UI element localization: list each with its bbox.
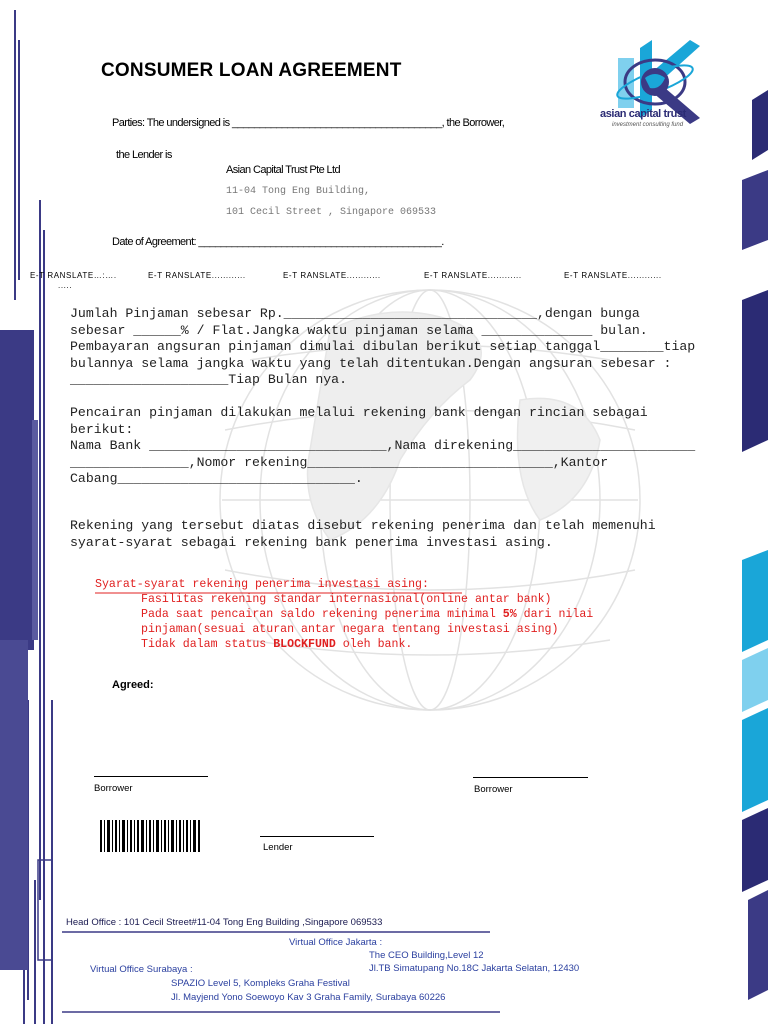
footer-surabaya-line-1: SPAZIO Level 5, Kompleks Graha Festival bbox=[171, 978, 350, 989]
requirements-heading: Syarat-syarat rekening penerima investasi asing: bbox=[95, 578, 429, 591]
agreed-label: Agreed: bbox=[112, 679, 154, 691]
footer-jakarta-line-2: Jl.TB Simatupang No.18C Jakarta Selatan, 12430 bbox=[369, 963, 580, 974]
requirement-item-2-line-2: pinjaman(sesuai aturan antar negara tentang investasi asing) bbox=[141, 623, 559, 636]
account-line: syarat-syarat sebagai rekening bank penerima investasi asing. bbox=[70, 534, 553, 550]
loan-line: ____________________Tiap Bulan nya. bbox=[70, 372, 347, 387]
translate-item[interactable]: E-T RANSLATE............ bbox=[564, 271, 662, 280]
lender-address-line-2: 101 Cecil Street , Singapore 069533 bbox=[226, 207, 437, 218]
footer-surabaya-label: Virtual Office Surabaya : bbox=[90, 964, 193, 975]
loan-paragraph bbox=[70, 306, 695, 389]
translate-tail: ..... bbox=[58, 281, 73, 290]
requirement-item-3-prefix: Tidak dalam status bbox=[141, 638, 274, 651]
borrower-label-left: Borrower bbox=[94, 783, 133, 794]
translate-item[interactable]: E-T RANSLATE…:…. bbox=[30, 271, 117, 280]
loan-line: bulannya selama jangka waktu yang telah ditentukan.Dengan angsuran sebesar : bbox=[70, 355, 672, 371]
loan-line: sebesar ______% / Flat.Jangka waktu pinjaman selama ______________ bulan. bbox=[70, 322, 648, 338]
lender-name: Asian Capital Trust Pte Ltd bbox=[226, 164, 341, 176]
footer-head-office: Head Office : 101 Cecil Street#11-04 Tong Eng Building ,Singapore 069533 bbox=[66, 917, 383, 928]
account-paragraph bbox=[70, 518, 656, 551]
left-navy-bar bbox=[0, 330, 34, 650]
requirement-item-3 bbox=[141, 638, 412, 653]
translate-item[interactable]: E-T RANSLATE............ bbox=[148, 271, 246, 280]
borrower-signature-line-left[interactable] bbox=[94, 776, 208, 777]
translate-item[interactable]: E-T RANSLATE............ bbox=[424, 271, 522, 280]
logo-tagline: investment consulting fund bbox=[612, 122, 684, 128]
left-accent-bar bbox=[32, 420, 38, 640]
disbursement-line: Cabang______________________________. bbox=[70, 471, 363, 486]
disbursement-line: berikut: bbox=[70, 421, 134, 437]
requirement-item-3-suffix: oleh bank. bbox=[335, 638, 413, 651]
requirement-item-1: Fasilitas rekening standar internasional(online antar bank) bbox=[141, 593, 552, 606]
lender-signature-line[interactable] bbox=[260, 836, 374, 837]
disbursement-line: _______________,Nomor rekening_______________________________,Kantor bbox=[70, 454, 609, 470]
lender-label: Lender bbox=[263, 842, 293, 853]
footer-surabaya-line-2: Jl. Mayjend Yono Soewoyo Kav 3 Graha Family, Surabaya 60226 bbox=[171, 992, 446, 1003]
left-navy-bar-lower bbox=[0, 640, 28, 970]
disbursement-line: Pencairan pinjaman dilakukan melalui rekening bank dengan rincian sebagai bbox=[70, 405, 648, 420]
right-decor-shapes bbox=[742, 90, 768, 1000]
account-line: Rekening yang tersebut diatas disebut rekening penerima dan telah memenuhi bbox=[70, 518, 656, 533]
requirement-item-2-bold: 5% bbox=[502, 608, 517, 621]
footer-jakarta-line-1: The CEO Building,Level 12 bbox=[369, 950, 484, 961]
lender-address-line-1: 11-04 Tong Eng Building, bbox=[226, 186, 371, 197]
footer-jakarta-label: Virtual Office Jakarta : bbox=[289, 937, 383, 948]
parties-line: Parties: The undersigned is ______________________________________, the Borrower, bbox=[112, 117, 505, 129]
requirement-item-2 bbox=[141, 608, 593, 623]
loan-line: Pembayaran angsuran pinjaman dimulai dibulan berikut setiap tanggal________tiap bbox=[70, 339, 696, 354]
date-of-agreement: Date of Agreement: ____________________________________________. bbox=[112, 236, 444, 248]
borrower-label-right: Borrower bbox=[474, 784, 513, 795]
barcode bbox=[100, 820, 200, 852]
requirement-item-2-suffix: dari nilai bbox=[516, 608, 594, 621]
translate-item[interactable]: E-T RANSLATE............ bbox=[283, 271, 381, 280]
disbursement-paragraph bbox=[70, 405, 695, 488]
logo-text: asian capital trust bbox=[600, 108, 686, 120]
borrower-signature-line-right[interactable] bbox=[473, 777, 588, 778]
document-title: CONSUMER LOAN AGREEMENT bbox=[101, 60, 402, 81]
disbursement-line: Nama Bank ______________________________,Nama direkening_______________________ bbox=[70, 438, 696, 453]
lender-is-label: the Lender is bbox=[116, 149, 172, 161]
requirement-item-3-bold: BLOCKFUND bbox=[273, 638, 336, 651]
requirement-item-2-prefix: Pada saat pencairan saldo rekening penerima minimal bbox=[141, 608, 503, 621]
loan-line: Jumlah Pinjaman sebesar Rp.________________________________,dengan bunga bbox=[70, 306, 640, 321]
